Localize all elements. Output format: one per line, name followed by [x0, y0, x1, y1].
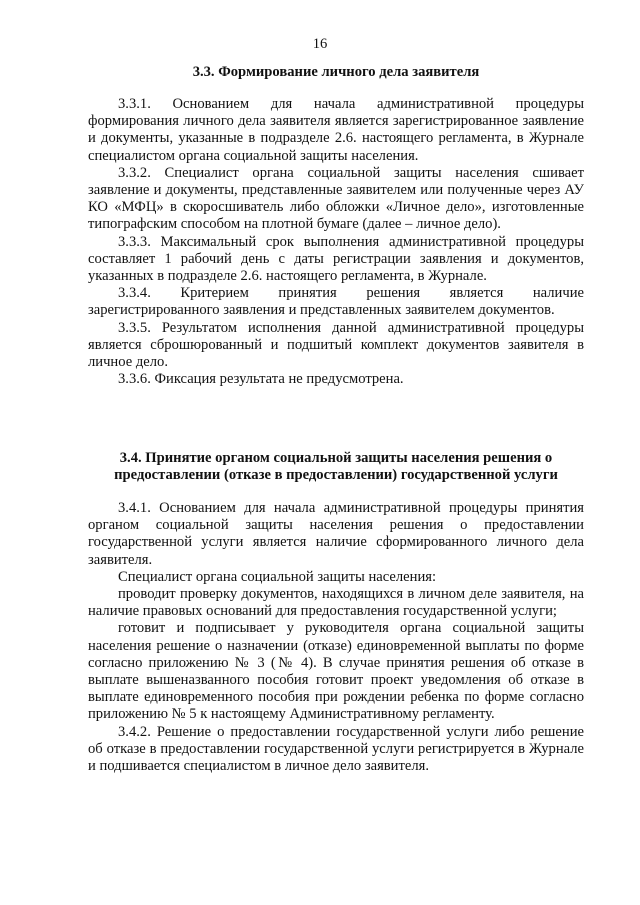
paragraph-3-3-6: 3.3.6. Фиксация результата не предусмотрена.	[118, 371, 404, 388]
paragraph-check-documents: проводит проверку документов, находящихся в личном деле заявителя, на наличие правовых оснований для предоставления государственной услуги;	[88, 586, 584, 620]
paragraph-3-3-1: 3.3.1. Основанием для начала административной процедуры формирования личного дела заявителя является зарегистрированное заявление и документы, указанные в подразделе 2.6. настоящего регламента, в Журнале специалистом органа социальной защиты населения.	[88, 96, 584, 164]
paragraph-specialist-intro: Специалист органа социальной защиты населения:	[118, 568, 437, 585]
paragraph-3-4-1: 3.4.1. Основанием для начала административной процедуры принятия органом социальной защиты населения решения о предоставлении государственной услуги является наличие сформированного личного дела заявителя.	[88, 500, 584, 568]
paragraph-3-4-2: 3.4.2. Решение о предоставлении государственной услуги либо решение об отказе в предоставлении государственной услуги регистрируется в Журнале и подшивается специалистом в личное дело заявителя.	[88, 723, 584, 775]
paragraph-3-3-5: 3.3.5. Результатом исполнения данной административной процедуры является сброшюрованный и подшитый комплект документов заявителя в личное дело.	[88, 319, 584, 371]
paragraph-3-3-4: 3.3.4. Критерием принятия решения является наличие зарегистрированного заявления и представленных заявителем документов.	[88, 285, 584, 319]
paragraph-3-3-2: 3.3.2. Специалист органа социальной защиты населения сшивает заявление и документы, представленные заявителем или полученные через АУ КО «МФЦ» в скоросшиватель либо обложки «Личное дело», изготовленные типографским способом на плотной бумаге (далее – личное дело).	[88, 164, 584, 233]
page-number: 16	[312, 36, 328, 52]
paragraph-3-3-3: 3.3.3. Максимальный срок выполнения административной процедуры составляет 1 рабочий день с даты регистрации заявления и документов, указанных в подразделе 2.6. настоящего регламента, в Журнале.	[88, 233, 584, 285]
section-3-3-title: 3.3. Формирование личного дела заявителя	[192, 64, 480, 80]
section-3-4-title: 3.4. Принятие органом социальной защиты населения решения о предоставлении (отказе в предоставлении) государственной услуги	[114, 450, 558, 484]
section-3-4-body	[88, 500, 584, 775]
section-3-3-body	[88, 96, 584, 388]
paragraph-prepare-decision: готовит и подписывает у руководителя органа социальной защиты населения решение о назначении (отказе) единовременной выплаты по форме согласно приложению № 3 (№ 4). В случае принятия решения об отказе в выплате вышеназванного пособия готовит проект уведомления об отказе в выплате единовременного пособия при рождении ребенка по форме согласно приложению № 5 к настоящему Административному регламенту.	[88, 620, 584, 723]
